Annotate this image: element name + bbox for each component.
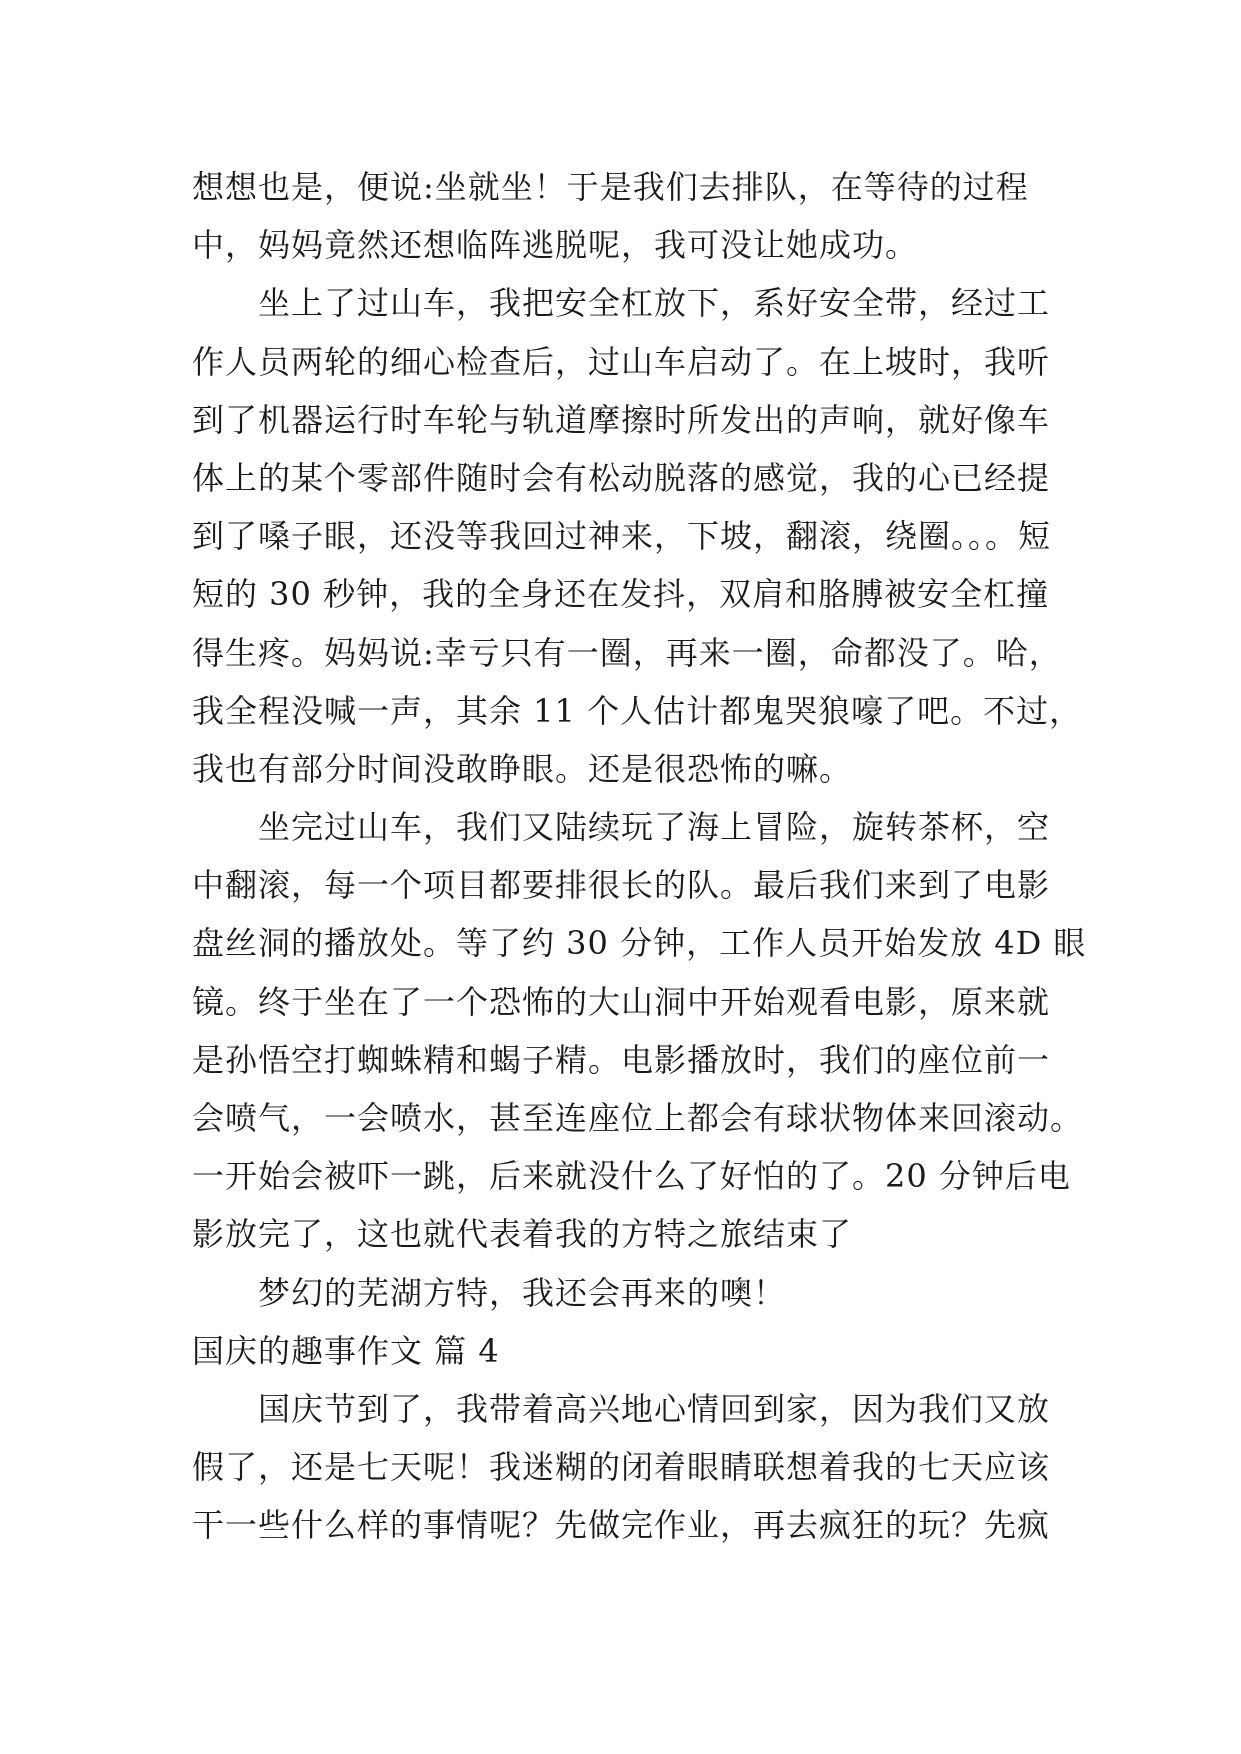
text-line: 镜。终于坐在了一个恐怖的大山洞中开始观看电影，原来就 xyxy=(192,982,1051,1021)
text-line: 是孙悟空打蜘蛛精和蝎子精。电影播放时，我们的座位前一 xyxy=(192,1040,1051,1079)
text-line: 作人员两轮的细心检查后，过山车启动了。在上坡时，我听 xyxy=(192,342,1051,381)
text-line: 影放完了，这也就代表着我的方特之旅结束了 xyxy=(192,1215,853,1254)
text-line: 坐完过山车，我们又陆续玩了海上冒险，旋转茶杯，空 xyxy=(258,808,1051,847)
text-line: 干一些什么样的事情呢？先做完作业，再去疯狂的玩？先疯 xyxy=(192,1506,1051,1545)
text-line: 中，妈妈竟然还想临阵逃脱呢，我可没让她成功。 xyxy=(192,226,919,265)
text-line: 中翻滚，每一个项目都要排很长的队。最后我们来到了电影 xyxy=(192,866,1051,905)
document-body xyxy=(192,158,1087,1555)
text-line: 梦幻的芜湖方特，我还会再来的噢！ xyxy=(258,1273,787,1312)
section-heading: 国庆的趣事作文 篇 4 xyxy=(192,1331,500,1370)
text-line: 会喷气，一会喷水，甚至连座位上都会有球状物体来回滚动。 xyxy=(192,1099,1084,1137)
text-line: 想想也是，便说:坐就坐！于是我们去排队，在等待的过程 xyxy=(192,168,1029,206)
text-line: 假了，还是七天呢！我迷糊的闭着眼睛联想着我的七天应该 xyxy=(192,1448,1051,1487)
text-line: 我全程没喊一声，其余 11 个人估计都鬼哭狼嚎了吧。不过， xyxy=(192,691,1083,730)
text-line: 到了嗓子眼，还没等我回过神来，下坡，翻滚，绕圈。。。短 xyxy=(192,517,1052,556)
text-line: 坐上了过山车，我把安全杠放下，系好安全带，经过工 xyxy=(258,284,1051,323)
text-line: 到了机器运行时车轮与轨道摩擦时所发出的声响，就好像车 xyxy=(192,400,1051,439)
text-line: 我也有部分时间没敢睁眼。还是很恐怖的嘛。 xyxy=(192,749,853,788)
text-line: 国庆节到了，我带着高兴地心情回到家，因为我们又放 xyxy=(258,1389,1051,1428)
text-line: 盘丝洞的播放处。等了约 30 分钟，工作人员开始发放 4D 眼 xyxy=(192,924,1087,963)
text-line: 一开始会被吓一跳，后来就没什么了好怕的了。20 分钟后电 xyxy=(192,1157,1071,1196)
text-line: 得生疼。妈妈说:幸亏只有一圈，再来一圈，命都没了。哈， xyxy=(192,633,1062,672)
text-line: 体上的某个零部件随时会有松动脱落的感觉，我的心已经提 xyxy=(192,458,1051,497)
text-line: 短的 30 秒钟，我的全身还在发抖，双肩和胳膊被安全杠撞 xyxy=(192,575,1050,614)
